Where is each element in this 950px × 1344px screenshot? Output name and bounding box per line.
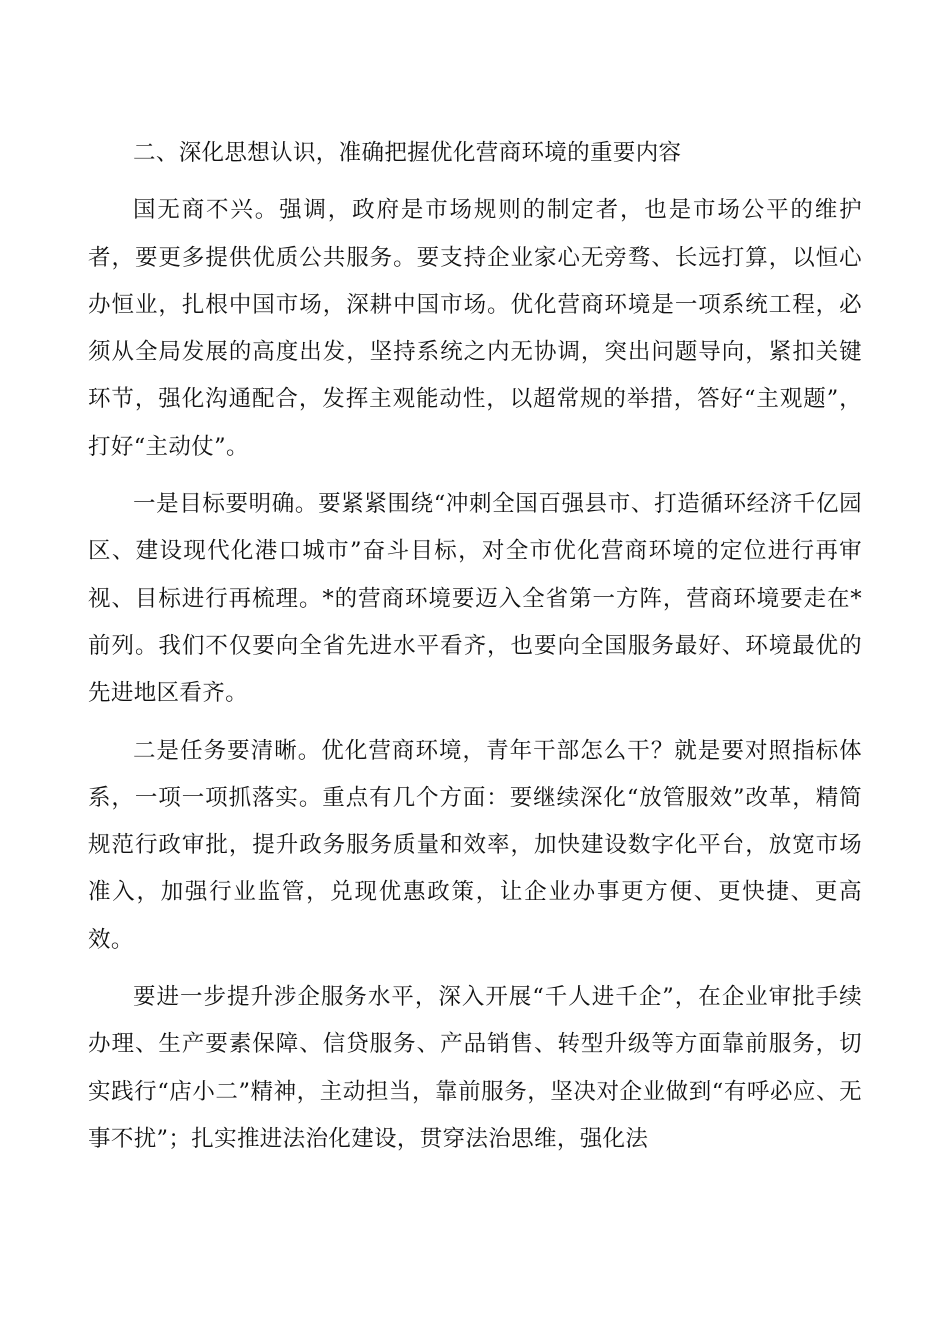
paragraph-4: 要进一步提升涉企服务水平，深入开展“千人进千企”，在企业审批手续办理、生产要素保障、信贷服务、产品销售、转型升级等方面靠前服务，切实践行“店小二”精神，主动担当，靠前服务，坚决对企业做到“有呼必应、无事不扰”；扎实推进法治化建设，贯穿法治思维，强化法 <box>88 984 862 1152</box>
section-heading: 二、深化思想认识，准确把握优化营商环境的重要内容 <box>133 140 682 166</box>
paragraph-2: 一是目标要明确。要紧紧围绕“冲刺全国百强县市、打造循环经济千亿园区、建设现代化港口城市”奋斗目标，对全市优化营商环境的定位进行再审视、目标进行再梳理。*的营商环境要迈入全省第一方阵，营商环境要走在*前列。我们不仅要向全省先进水平看齐，也要向全国服务最好、环境最优的先进地区看齐。 <box>88 491 862 707</box>
paragraph-1: 国无商不兴。强调，政府是市场规则的制定者，也是市场公平的维护者，要更多提供优质公共服务。要支持企业家心无旁骛、长远打算，以恒心办恒业，扎根中国市场，深耕中国市场。优化营商环境是一项系统工程，必须从全局发展的高度出发，坚持系统之内无协调，突出问题导向，紧扣关键环节，强化沟通配合，发挥主观能动性，以超常规的举措，答好“主观题”，打好“主动仗”。 <box>88 197 862 460</box>
document-body <box>88 130 862 1173</box>
paragraph-3: 二是任务要清晰。优化营商环境，青年干部怎么干？就是要对照指标体系，一项一项抓落实。重点有几个方面：要继续深化“放管服效”改革，精简规范行政审批，提升政务服务质量和效率，加快建设数字化平台，放宽市场准入，加强行业监管，兑现优惠政策，让企业办事更方便、更快捷、更高效。 <box>88 737 862 953</box>
